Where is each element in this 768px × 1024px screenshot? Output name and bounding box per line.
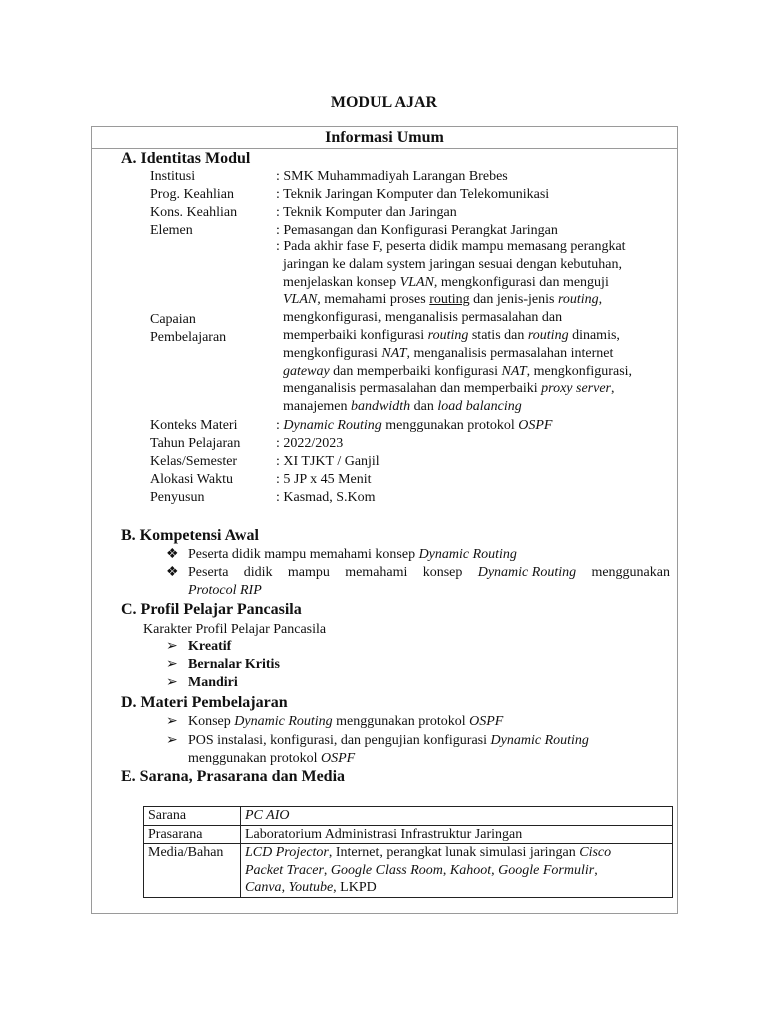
table-cell: Laboratorium Administrasi Infrastruktur Jaringan	[241, 825, 673, 844]
capaian-line: mengkonfigurasi, menganalisis permasalahan dan	[283, 310, 563, 326]
label-konteks-materi: Konteks Materi	[150, 418, 238, 433]
label-prog-keahlian: Prog. Keahlian	[150, 187, 234, 202]
table-cell: PC AIO	[241, 807, 673, 826]
materi-item: POS instalasi, konfigurasi, dan pengujian konfigurasi Dynamic Routing	[188, 733, 589, 748]
section-a-heading: A. Identitas Modul	[121, 150, 251, 167]
table-cell: Sarana	[144, 807, 241, 826]
arrow-bullet-icon: ➢	[166, 675, 178, 690]
table-row	[144, 844, 673, 898]
profil-intro: Karakter Profil Pelajar Pancasila	[143, 622, 327, 637]
value-elemen: : Pemasangan dan Konfigurasi Perangkat Jaringan	[276, 223, 558, 238]
value-institusi: : SMK Muhammadiyah Larangan Brebes	[276, 169, 508, 184]
materi-item: Konsep Dynamic Routing menggunakan protokol OSPF	[188, 714, 504, 729]
section-d-heading: D. Materi Pembelajaran	[121, 694, 288, 711]
arrow-bullet-icon: ➢	[166, 639, 178, 654]
capaian-text	[276, 238, 660, 416]
value-kons-keahlian: : Teknik Komputer dan Jaringan	[276, 205, 457, 220]
table-row	[144, 807, 673, 826]
value-konteks-materi: : Dynamic Routing menggunakan protokol OSPF	[276, 418, 553, 433]
capaian-line: gateway dan memperbaiki konfigurasi NAT, mengkonfigurasi,	[283, 363, 633, 379]
value-alokasi-waktu: : 5 JP x 45 Menit	[276, 472, 372, 487]
capaian-line: memperbaiki konfigurasi routing statis dan routing dinamis,	[283, 327, 620, 343]
sarana-table	[143, 806, 673, 898]
capaian-line: manajemen bandwidth dan load balancing	[283, 399, 522, 415]
diamond-bullet-icon: ❖	[166, 565, 179, 580]
table-cell: Prasarana	[144, 825, 241, 844]
label-institusi: Institusi	[150, 169, 196, 184]
capaian-line: mengkonfigurasi NAT, menganalisis permasalahan internet	[283, 345, 614, 361]
section-b-heading: B. Kompetensi Awal	[121, 527, 259, 544]
label-penyusun: Penyusun	[150, 490, 205, 505]
label-alokasi-waktu: Alokasi Waktu	[150, 472, 233, 487]
profil-item: Kreatif	[188, 639, 232, 654]
value-kelas-semester: : XI TJKT / Ganjil	[276, 454, 380, 469]
materi-item-cont: menggunakan protokol OSPF	[188, 751, 356, 766]
profil-item: Bernalar Kritis	[188, 657, 280, 672]
label-capaian: Capaian	[150, 312, 196, 327]
section-c-heading: C. Profil Pelajar Pancasila	[121, 601, 302, 618]
arrow-bullet-icon: ➢	[166, 657, 178, 672]
table-cell: Media/Bahan	[144, 844, 241, 898]
label-elemen: Elemen	[150, 223, 193, 238]
value-prog-keahlian: : Teknik Jaringan Komputer dan Telekomunikasi	[276, 187, 550, 202]
arrow-bullet-icon: ➢	[166, 733, 178, 748]
table-cell: LCD Projector, Internet, perangkat lunak simulasi jaringan Cisco Packet Tracer, Google Class Room, Kahoot, Google Formulir, Canva, Youtube, LKPD	[241, 844, 673, 898]
capaian-line: VLAN, memahami proses routing dan jenis-jenis routing,	[283, 292, 603, 308]
label-kelas-semester: Kelas/Semester	[150, 454, 238, 469]
value-tahun-pelajaran: : 2022/2023	[276, 436, 344, 451]
capaian-line: : Pada akhir fase F, peserta didik mampu memasang perangkat	[276, 239, 626, 254]
kompetensi-item: Peserta didik mampu memahami konsep Dynamic Routing menggunakan Protocol RIP	[188, 565, 670, 598]
diamond-bullet-icon: ❖	[166, 547, 179, 562]
capaian-line: menjelaskan konsep VLAN, mengkonfigurasi dan menguji	[283, 274, 609, 290]
kompetensi-item: Peserta didik mampu memahami konsep Dynamic Routing	[188, 547, 517, 562]
section-e-heading: E. Sarana, Prasarana dan Media	[121, 768, 346, 785]
label-pembelajaran: Pembelajaran	[150, 330, 227, 345]
frame-header: Informasi Umum	[92, 127, 677, 149]
capaian-line: menganalisis permasalahan dan memperbaiki proxy server,	[283, 381, 615, 397]
value-penyusun: : Kasmad, S.Kom	[276, 490, 376, 505]
label-tahun-pelajaran: Tahun Pelajaran	[150, 436, 241, 451]
document-title: MODUL AJAR	[330, 94, 438, 111]
capaian-line: jaringan ke dalam system jaringan sesuai dengan kebutuhan,	[283, 256, 623, 272]
profil-item: Mandiri	[188, 675, 238, 690]
table-row	[144, 825, 673, 844]
arrow-bullet-icon: ➢	[166, 714, 178, 729]
label-kons-keahlian: Kons. Keahlian	[150, 205, 238, 220]
